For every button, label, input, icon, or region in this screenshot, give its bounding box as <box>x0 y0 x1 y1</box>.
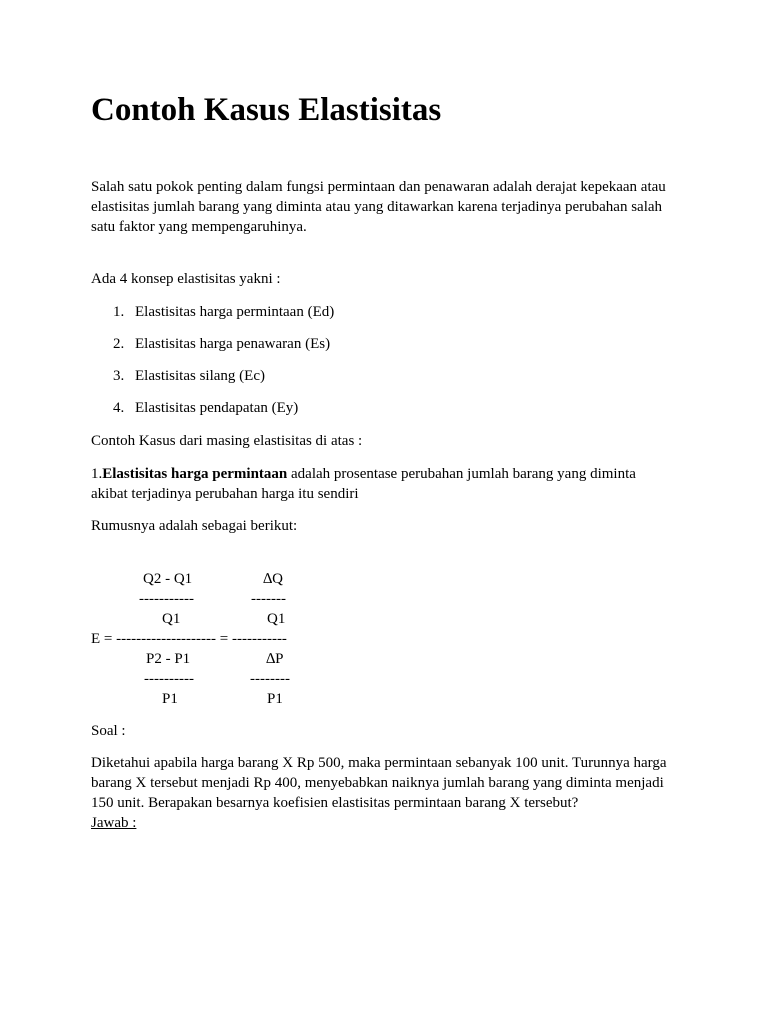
section1-term: Elastisitas harga permintaan <box>102 466 288 482</box>
intro-line: Salah satu pokok penting dalam fungsi permintaan dan penawaran adalah derajat kepekaan atau <box>91 179 666 195</box>
formula-left-q1: Q1 <box>162 611 181 627</box>
formula-heading: Rumusnya adalah sebagai berikut: <box>91 518 298 534</box>
formula-right-fraction-bar: -------- <box>250 671 290 687</box>
soal-label: Soal : <box>91 723 126 739</box>
intro-line: satu faktor yang mempengaruhinya. <box>91 219 307 235</box>
list-item-number: 1. <box>113 304 125 320</box>
list-item <box>113 366 265 386</box>
formula-left-fraction-bar: ---------- <box>144 671 194 687</box>
answer-label: Jawab : <box>91 815 137 831</box>
list-item <box>113 398 298 418</box>
list-item-text: Elastisitas harga permintaan (Ed) <box>135 304 335 320</box>
formula-right-fraction-bar: ------- <box>251 591 286 607</box>
intro-line: elastisitas jumlah barang yang diminta atau yang ditawarkan karena terjadinya perubahan salah <box>91 199 663 215</box>
formula-left-fraction-bar: ----------- <box>139 591 194 607</box>
formula-right-denominator: ∆P <box>266 651 284 667</box>
list-item-number: 2. <box>113 336 125 352</box>
section1-line1 <box>91 464 691 484</box>
section1-paragraph <box>91 464 691 504</box>
formula-left-denominator: P2 - P1 <box>146 651 191 667</box>
formula-left-p1: P1 <box>162 691 178 707</box>
section1-number: 1. <box>91 466 103 482</box>
intro-paragraph <box>91 177 691 237</box>
problem-line: 150 unit. Berapakan besarnya koefisien elastisitas permintaan barang X tersebut? <box>91 795 579 811</box>
cases-heading: Contoh Kasus dari masing elastisitas di atas : <box>91 433 363 449</box>
formula-right-q1: Q1 <box>267 611 286 627</box>
concepts-heading: Ada 4 konsep elastisitas yakni : <box>91 271 281 287</box>
problem-paragraph <box>91 753 691 833</box>
list-item-number: 4. <box>113 400 125 416</box>
list-item <box>113 302 334 322</box>
section1-line2: akibat terjadinya perubahan harga itu sendiri <box>91 486 359 502</box>
list-item <box>113 334 330 354</box>
problem-line: barang X tersebut menjadi Rp 400, menyebabkan naiknya jumlah barang yang diminta menjadi <box>91 775 664 791</box>
page-title: Contoh Kasus Elastisitas <box>91 92 442 128</box>
formula-right-numerator: ∆Q <box>263 571 284 587</box>
list-item-number: 3. <box>113 368 125 384</box>
list-item-text: Elastisitas pendapatan (Ey) <box>135 400 299 416</box>
problem-line: Diketahui apabila harga barang X Rp 500, maka permintaan sebanyak 100 unit. Turunnya harga <box>91 755 667 771</box>
formula-left-numerator: Q2 - Q1 <box>143 571 193 587</box>
section1-definition: adalah prosentase perubahan jumlah barang yang diminta <box>287 466 636 482</box>
formula-main-line: E = -------------------- = ----------- <box>91 631 287 647</box>
list-item-text: Elastisitas silang (Ec) <box>135 368 265 384</box>
list-item-text: Elastisitas harga penawaran (Es) <box>135 336 331 352</box>
formula-right-p1: P1 <box>267 691 283 707</box>
